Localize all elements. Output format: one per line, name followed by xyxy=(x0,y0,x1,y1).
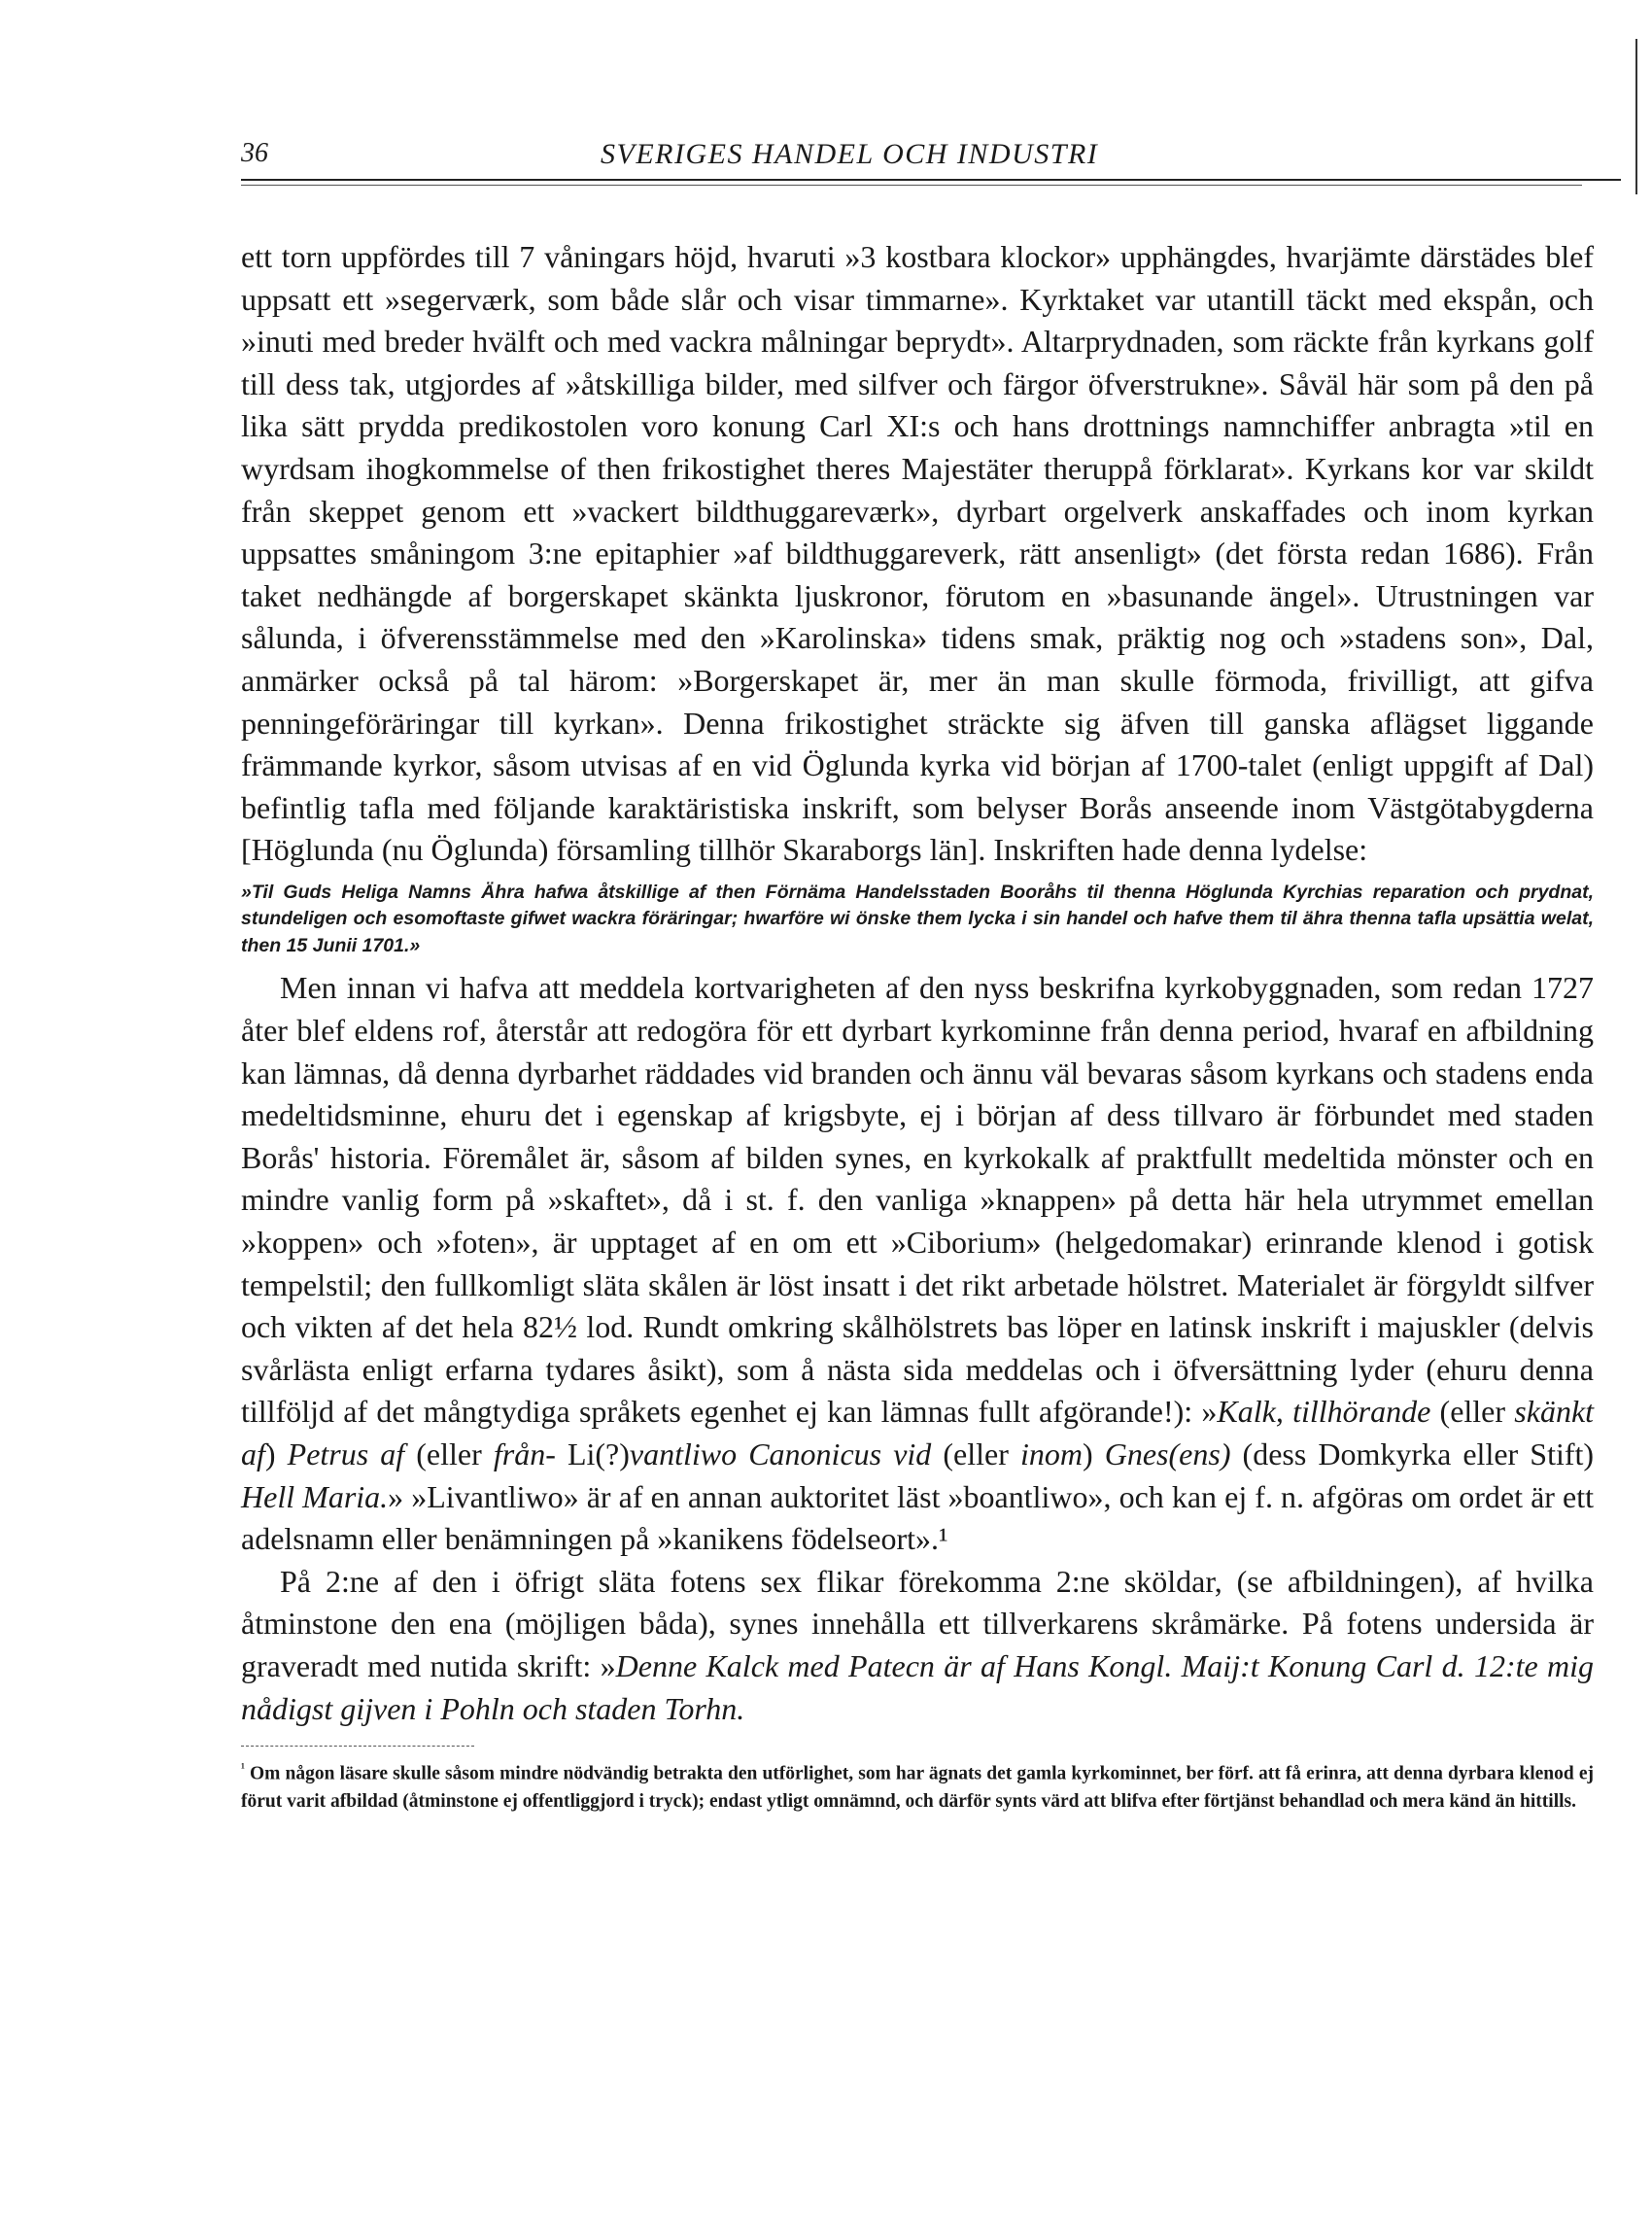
italic-span: Kalk, tillhörande xyxy=(1217,1394,1431,1430)
italic-span: skänkt af xyxy=(241,1394,1595,1471)
running-title: SVERIGES HANDEL OCH INDUSTRI xyxy=(601,138,1099,170)
footnote-rule xyxy=(241,1746,474,1747)
text-span: ) xyxy=(264,1436,288,1471)
paragraph-2 xyxy=(241,967,1594,1560)
footnote-text: Om någon läsare skulle såsom mindre nödvändig betrakta den utförlighet, som har ägnats det gamla kyrkominnet, ber förf. att få erinra, att denna dyrbara klenod ej förut varit afbildad (åtminstone ej offentliggjord i tryck); endast ytligt omnämnd, och därför synts värd att blifva efter förtjänst behandlad och mera känd än hittills. xyxy=(241,1763,1594,1812)
body-text xyxy=(241,236,1594,1730)
text-span: (eller xyxy=(931,1436,1020,1471)
italic-span: Petrus af xyxy=(287,1436,405,1471)
text-span: (eller xyxy=(404,1436,494,1471)
inscription-quote: »Til Guds Heliga Namns Ähra hafwa åtskillige af then Förnäma Handelsstaden Booråhs til thenna Höglunda Kyrchias reparation och prydnat, stundeligen och esomoftaste gifwet wackra föräringar; hwarföre wi önske them lycka i sin handel och hafve them til ähra thenna tafla upsättia welat, then 15 Junii 1701.» xyxy=(241,881,1594,956)
header-rule xyxy=(241,185,1582,186)
footnote xyxy=(241,1754,1594,1816)
text-span: (eller xyxy=(1430,1394,1515,1430)
paragraph-1: ett torn uppfördes till 7 våningars höjd, hvaruti »3 kostbara klockor» upphängdes, hvarjämte därstädes blef uppsatt ett »segerværk, som både slår och visar timmarne». Kyrktaket var utantill täckt med ekspån, och »inuti med breder hvälft och med vackra målningar beprydt». Altarprydnaden, som räckte från kyrkans golf till dess tak, utgjordes af »åtskilliga bilder, med silfver och färgor öfverstrukne». Såväl här som på den på lika sätt prydda predikostolen voro konung Carl XI:s och hans drottnings namnchiffer anbragta »til en wyrdsam ihogkommelse of then frikostighet theres Majestäter theruppå förklarat». Kyrkans kor var skildt från skeppet genom ett »vackert bildthuggareværk», dyrbart orgelverk anskaffades och inom kyrkan uppsattes småningom 3:ne epitaphier »af bildthuggareverk, rätt ansenligt» (det första redan 1686). Från taket nedhängde af borgerskapet skänkta ljuskronor, förutom en »basunande ängel». Utrustningen var sålunda, i öfverensstämmelse med den »Karolinska» tidens smak, präktig nog och »stadens son», Dal, anmärker också på tal härom: »Borgerskapet är, mer än man skulle förmoda, frivilligt, att gifva penningeföräringar till kyrkan». Denna frikostighet sträckte sig äfven till ganska aflägset liggande främmande kyrkor, såsom utvisas af en vid Öglunda kyrka vid början af 1700-talet (enligt uppgift af Dal) befintlig tafla med följande karaktäristiska inskrift, som belyser Borås anseende inom Västgötabygderna [Höglunda (nu Öglunda) församling tillhör Skaraborgs län]. Inskriften hade denna lydelse: xyxy=(241,239,1594,868)
page-header xyxy=(241,134,1621,181)
text-span: Li(?) xyxy=(555,1436,630,1471)
italic-span: Gnes(ens) xyxy=(1104,1436,1231,1471)
italic-span: från- xyxy=(493,1436,556,1471)
text-span: ) xyxy=(1082,1436,1105,1471)
text-span: På 2:ne af den i öfrigt släta fotens sex flikar förekomma 2:ne sköldar, (se afbildningen), af hvilka åtminstone den ena (möjligen båda), synes innehålla ett tillverkarens skråmärke. På fotens undersida är graveradt med nutida skrift: » xyxy=(241,1563,1594,1683)
italic-span: Denne Kalck med Patecn är af Hans Kongl. Maij:t Konung Carl d. 12:te mig nådigst gijven i Pohln och staden Torhn. xyxy=(241,1647,1595,1726)
text-span: Men innan vi hafva att meddela kortvarigheten af den nyss beskrifna kyrkobyggnaden, som redan 1727 åter blef eldens rof, återstår att redogöra för ett dyrbart kyrkominne från denna period, hvaraf en afbildning kan lämnas, då denna dyrbarhet räddades vid branden och ännu väl bevaras såsom kyrkans och stadens enda medeltidsminne, ehuru det i egenskap af krigsbyte, ej i början af dess tillvaro är förbundet med staden Borås' historia. Föremålet är, såsom af bilden synes, en kyrkokalk af praktfullt medeltida mönster och en mindre vanlig form på »skaftet», då i st. f. den vanliga »knappen» på detta här hela utrymmet emellan »koppen» och »foten», är upptaget af en om ett »Ciborium» (helgedomakar) erinrande klenod i gotisk tempelstil; den fullkomligt släta skålen är löst insatt i det rikt arbetade hölstret. Materialet är förgyldt silfver och vikten af det hela 82½ lod. Rundt omkring skålhölstrets bas löper en latinsk inskrift i majuskler (delvis svårlästa enligt erfarna tydares åsikt), som å nästa sida meddelas och i öfversättning lyder (ehuru denna tillföljd af det mångtydiga språkets egenhet ej kan lämnas fullt afgörande!): » xyxy=(241,970,1594,1430)
text-span: » »Livantliwo» är af en annan auktoritet läst »boantliwo», och kan ej f. n. afgöras om ordet är ett adelsnamn eller benämningen på »kanikens födelseort».¹ xyxy=(241,1478,1595,1557)
paragraph-3 xyxy=(241,1561,1594,1730)
page-edge-line xyxy=(1635,39,1637,194)
footnote-marker: ¹ xyxy=(241,1760,245,1776)
italic-span: vantliwo Canonicus vid xyxy=(629,1436,932,1471)
text-span: (dess Domkyrka eller Stift) xyxy=(1230,1436,1595,1471)
italic-span: inom xyxy=(1019,1436,1083,1471)
page-number: 36 xyxy=(241,138,268,168)
italic-span: Hell Maria. xyxy=(241,1478,389,1514)
document-page xyxy=(241,134,1621,1816)
